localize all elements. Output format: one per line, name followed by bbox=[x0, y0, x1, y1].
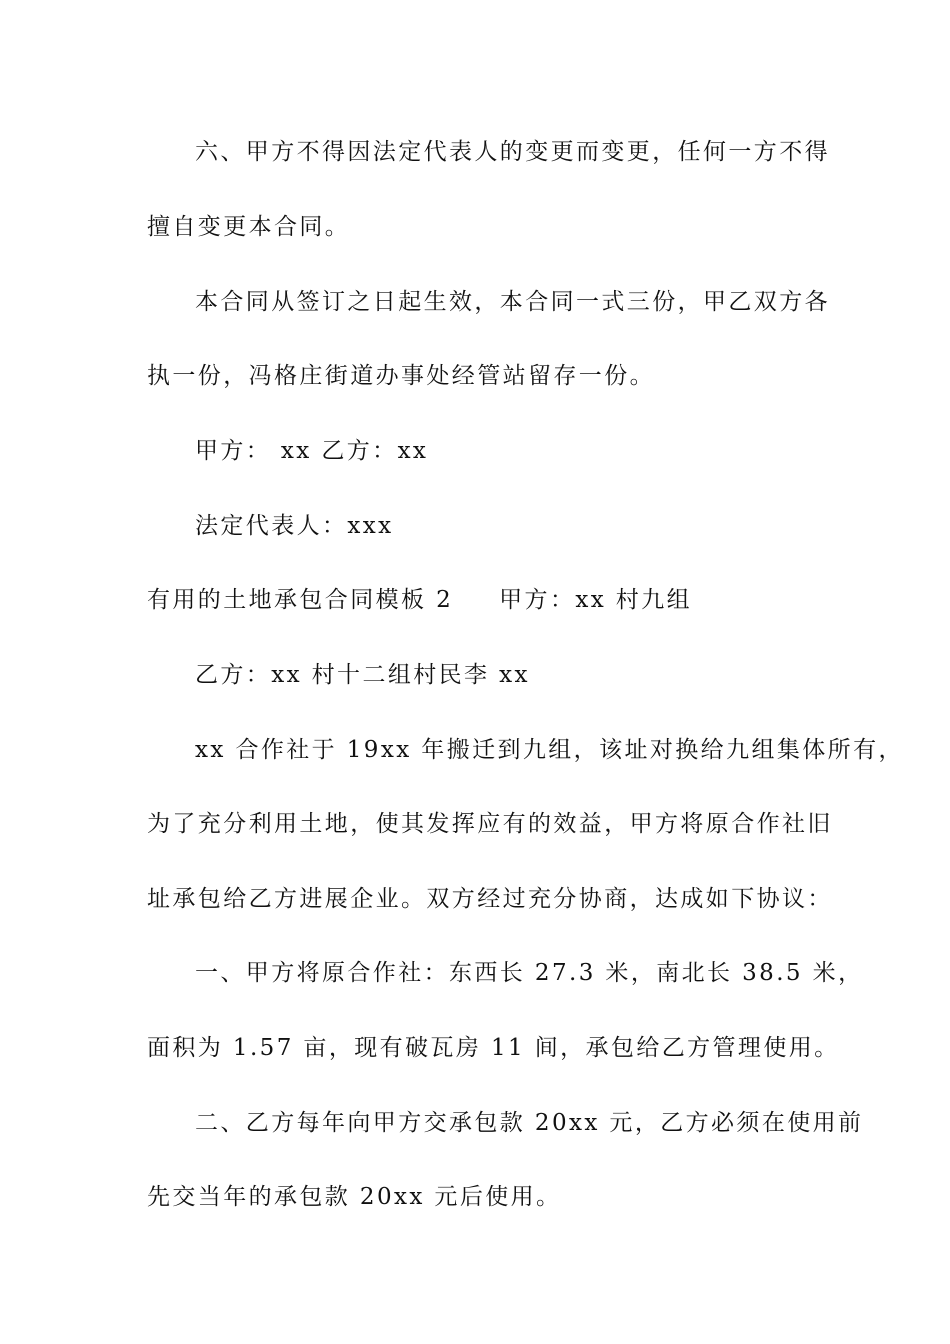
signature-parties: 甲方： xx 乙方：xx bbox=[195, 438, 429, 464]
paragraph-line: 为了充分利用土地，使其发挥应有的效益，甲方将原合作社旧 bbox=[147, 811, 833, 837]
paragraph-line: 址承包给乙方进展企业。双方经过充分协商，达成如下协议： bbox=[147, 886, 833, 912]
paragraph-line: 执一份，冯格庄街道办事处经管站留存一份。 bbox=[147, 363, 655, 389]
template-title: 有用的土地承包合同模板 2 bbox=[147, 587, 454, 613]
clause-line: 先交当年的承包款 20xx 元后使用。 bbox=[147, 1184, 562, 1210]
paragraph-line: 本合同从签订之日起生效，本合同一式三份，甲乙双方各 bbox=[195, 289, 830, 315]
clause-line: 面积为 1.57 亩，现有破瓦房 11 间，承包给乙方管理使用。 bbox=[147, 1035, 840, 1061]
party-a: 甲方：xx 村九组 bbox=[499, 587, 693, 613]
legal-representative: 法定代表人：xxx bbox=[195, 513, 394, 539]
party-b: 乙方：xx 村十二组村民李 xx bbox=[195, 662, 530, 688]
paragraph-line: 擅自变更本合同。 bbox=[147, 214, 351, 240]
paragraph-line: xx 合作社于 19xx 年搬迁到九组，该址对换给九组集体所有， bbox=[195, 737, 904, 763]
paragraph-line: 六、甲方不得因法定代表人的变更而变更，任何一方不得 bbox=[195, 139, 830, 165]
template-heading-line bbox=[147, 585, 827, 615]
clause-line: 一、甲方将原合作社：东西长 27.3 米，南北长 38.5 米， bbox=[195, 960, 864, 986]
clause-line: 二、乙方每年向甲方交承包款 20xx 元，乙方必须在使用前 bbox=[195, 1110, 864, 1136]
